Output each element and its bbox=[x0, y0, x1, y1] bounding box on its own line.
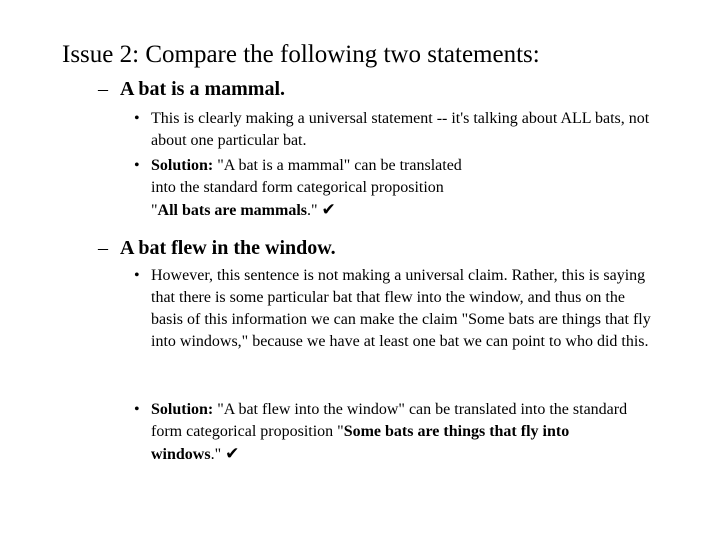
statement-1-bullet-1 bbox=[134, 108, 664, 152]
checkmark-icon: ✔ bbox=[225, 444, 240, 463]
slide-title: Issue 2: Compare the following two statements: bbox=[62, 41, 540, 68]
bullet-text bbox=[134, 399, 654, 466]
bullet-dot: • bbox=[134, 401, 140, 418]
solution-proposition: Some bats are things that fly into windows bbox=[151, 423, 570, 463]
bullet-text bbox=[134, 155, 474, 222]
checkmark-icon: ✔ bbox=[321, 200, 336, 219]
dash-marker: – bbox=[98, 237, 108, 259]
statement-2 bbox=[98, 236, 336, 260]
statement-1-bullet-2 bbox=[134, 155, 474, 222]
statement-1 bbox=[98, 77, 285, 101]
solution-label: Solution: bbox=[151, 401, 214, 418]
solution-text: "A bat is a mammal" can be translated into the standard form categorical proposition " bbox=[151, 157, 462, 219]
statement-2-bullet-1 bbox=[134, 265, 654, 353]
solution-tail: ." bbox=[210, 446, 222, 463]
solution-tail: ." bbox=[307, 202, 318, 219]
dash-marker: – bbox=[98, 78, 108, 100]
bullet-dot: • bbox=[134, 267, 140, 284]
statement-2-text: A bat flew in the window. bbox=[120, 237, 336, 259]
solution-label: Solution: bbox=[151, 157, 214, 174]
bullet-dot: • bbox=[134, 110, 140, 127]
bullet-dot: • bbox=[134, 157, 140, 174]
statement-1-text: A bat is a mammal. bbox=[120, 78, 285, 100]
solution-text: "A bat flew into the window" can be translated into the standard form categorical proposition " bbox=[151, 401, 628, 440]
statement-2-bullet-2 bbox=[134, 399, 654, 466]
bullet-text: However, this sentence is not making a universal claim. Rather, this is saying that there is some particular bat that flew into the window, and thus on the basis of this information we can make the claim "Some bats are things that fly into windows," because we have at least one bat we can point to who did this. bbox=[151, 267, 651, 350]
bullet-text: This is clearly making a universal statement -- it's talking about ALL bats, not about one particular bat. bbox=[151, 110, 650, 149]
solution-proposition: All bats are mammals bbox=[157, 202, 307, 219]
